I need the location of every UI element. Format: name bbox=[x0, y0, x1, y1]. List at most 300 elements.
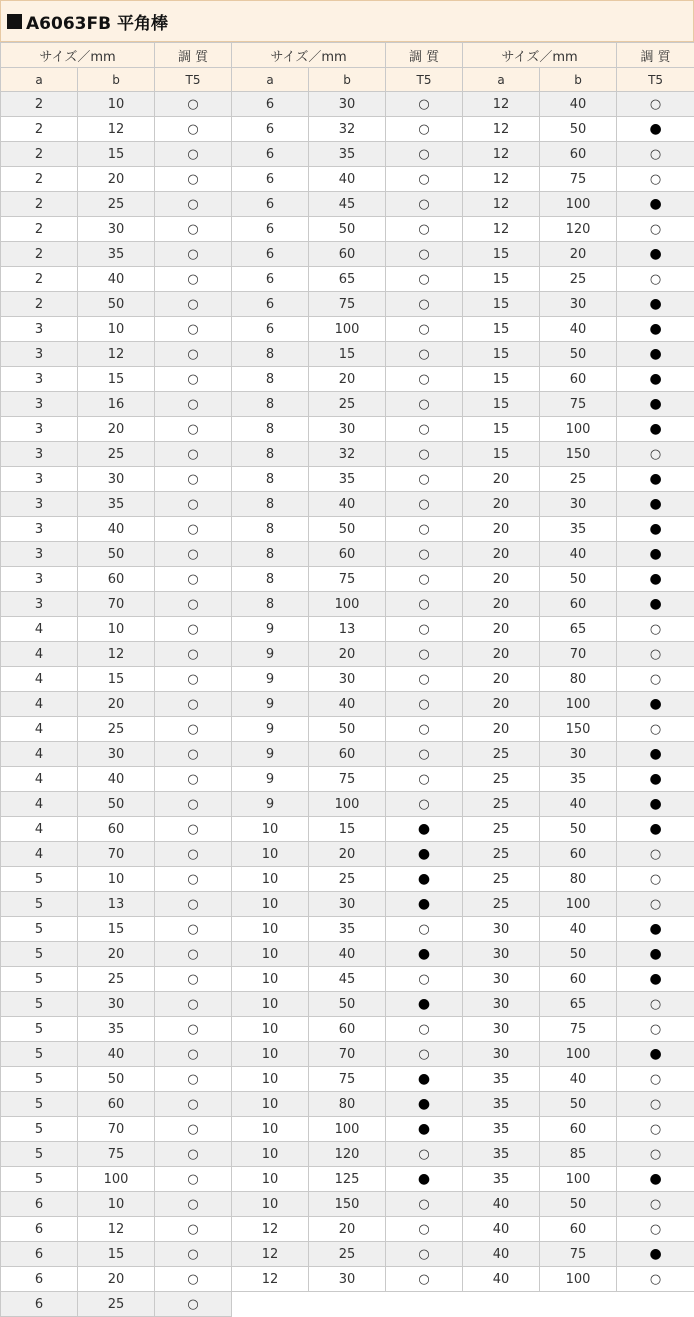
open-circle-icon: ○ bbox=[418, 446, 430, 462]
cell-t5 bbox=[155, 1192, 232, 1217]
cell-b: 40 bbox=[540, 542, 617, 567]
cell-a: 6 bbox=[1, 1192, 78, 1217]
cell-b: 40 bbox=[309, 167, 386, 192]
cell-a: 10 bbox=[232, 1042, 309, 1067]
cell-b: 50 bbox=[309, 992, 386, 1017]
cell-b: 80 bbox=[309, 1092, 386, 1117]
open-circle-icon: ○ bbox=[649, 221, 662, 237]
open-circle-icon: ○ bbox=[187, 1271, 199, 1287]
open-circle-icon: ○ bbox=[418, 196, 430, 212]
cell-t5 bbox=[155, 492, 232, 517]
cell-b: 100 bbox=[309, 317, 386, 342]
cell-t5 bbox=[617, 192, 694, 217]
table-row bbox=[1, 317, 694, 342]
open-circle-icon: ○ bbox=[187, 1046, 199, 1062]
cell-a: 5 bbox=[1, 1142, 78, 1167]
cell-b: 20 bbox=[78, 692, 155, 717]
cell-b: 30 bbox=[309, 417, 386, 442]
cell-b: 75 bbox=[309, 292, 386, 317]
cell-a: 2 bbox=[1, 192, 78, 217]
cell-b: 150 bbox=[309, 1192, 386, 1217]
filled-circle-icon: ● bbox=[649, 596, 662, 612]
cell-a: 10 bbox=[232, 967, 309, 992]
cell-a: 5 bbox=[1, 942, 78, 967]
cell-t5 bbox=[155, 642, 232, 667]
cell-t5 bbox=[617, 367, 694, 392]
cell-b: 10 bbox=[78, 317, 155, 342]
cell-t5 bbox=[155, 1117, 232, 1142]
cell-t5 bbox=[386, 192, 463, 217]
open-circle-icon: ○ bbox=[187, 121, 199, 137]
cell-b: 35 bbox=[309, 142, 386, 167]
filled-circle-icon: ● bbox=[649, 946, 662, 962]
cell-a: 15 bbox=[463, 267, 540, 292]
cell-b: 40 bbox=[309, 692, 386, 717]
cell-t5 bbox=[386, 142, 463, 167]
open-circle-icon: ○ bbox=[649, 271, 662, 287]
cell-a: 20 bbox=[463, 617, 540, 642]
cell-t5 bbox=[617, 492, 694, 517]
cell-b: 75 bbox=[309, 1067, 386, 1092]
open-circle-icon: ○ bbox=[418, 1146, 430, 1162]
cell-a: 8 bbox=[232, 392, 309, 417]
cell-t5 bbox=[617, 1217, 694, 1242]
cell-b: 10 bbox=[78, 1192, 155, 1217]
cell-b: 30 bbox=[309, 1267, 386, 1292]
cell-t5 bbox=[386, 892, 463, 917]
cell-b: 100 bbox=[540, 1267, 617, 1292]
filled-circle-icon: ● bbox=[649, 771, 662, 787]
cell-a: 6 bbox=[1, 1267, 78, 1292]
cell-a: 9 bbox=[232, 692, 309, 717]
cell-b: 50 bbox=[540, 817, 617, 842]
empty-cell bbox=[463, 1292, 540, 1317]
cell-a: 20 bbox=[463, 717, 540, 742]
cell-t5 bbox=[386, 667, 463, 692]
cell-a: 3 bbox=[1, 517, 78, 542]
cell-t5 bbox=[386, 1267, 463, 1292]
open-circle-icon: ○ bbox=[187, 946, 199, 962]
table-row bbox=[1, 267, 694, 292]
cell-t5 bbox=[386, 1242, 463, 1267]
cell-a: 10 bbox=[232, 1192, 309, 1217]
cell-b: 35 bbox=[540, 767, 617, 792]
open-circle-icon: ○ bbox=[187, 371, 199, 387]
cell-a: 6 bbox=[232, 317, 309, 342]
open-circle-icon: ○ bbox=[187, 471, 199, 487]
open-circle-icon: ○ bbox=[187, 1096, 199, 1112]
cell-b: 100 bbox=[78, 1167, 155, 1192]
open-circle-icon: ○ bbox=[187, 771, 199, 787]
cell-b: 80 bbox=[540, 667, 617, 692]
cell-t5 bbox=[155, 342, 232, 367]
open-circle-icon: ○ bbox=[418, 221, 430, 237]
group-header-temper-2: 調 質 bbox=[386, 43, 463, 68]
cell-a: 25 bbox=[463, 767, 540, 792]
cell-a: 2 bbox=[1, 217, 78, 242]
cell-b: 15 bbox=[309, 817, 386, 842]
cell-b: 15 bbox=[78, 917, 155, 942]
cell-a: 3 bbox=[1, 392, 78, 417]
table-row bbox=[1, 192, 694, 217]
cell-t5 bbox=[386, 117, 463, 142]
open-circle-icon: ○ bbox=[649, 721, 662, 737]
open-circle-icon: ○ bbox=[649, 1121, 662, 1137]
cell-a: 12 bbox=[463, 167, 540, 192]
cell-b: 100 bbox=[309, 792, 386, 817]
cell-b: 50 bbox=[78, 542, 155, 567]
cell-a: 15 bbox=[463, 317, 540, 342]
cell-b: 20 bbox=[78, 417, 155, 442]
cell-t5 bbox=[617, 692, 694, 717]
cell-t5 bbox=[617, 892, 694, 917]
cell-t5 bbox=[617, 217, 694, 242]
table-row bbox=[1, 1017, 694, 1042]
filled-circle-icon: ● bbox=[649, 371, 662, 387]
open-circle-icon: ○ bbox=[649, 146, 662, 162]
cell-b: 75 bbox=[309, 567, 386, 592]
col-header-b: b bbox=[540, 68, 617, 92]
open-circle-icon: ○ bbox=[187, 696, 199, 712]
cell-a: 4 bbox=[1, 817, 78, 842]
cell-a: 5 bbox=[1, 1042, 78, 1067]
cell-t5 bbox=[155, 692, 232, 717]
cell-t5 bbox=[155, 1242, 232, 1267]
cell-a: 6 bbox=[232, 192, 309, 217]
cell-b: 35 bbox=[78, 242, 155, 267]
cell-t5 bbox=[617, 417, 694, 442]
cell-a: 9 bbox=[232, 767, 309, 792]
cell-t5 bbox=[617, 92, 694, 117]
cell-t5 bbox=[617, 1167, 694, 1192]
cell-a: 3 bbox=[1, 467, 78, 492]
cell-b: 70 bbox=[540, 642, 617, 667]
open-circle-icon: ○ bbox=[187, 1121, 199, 1137]
cell-t5 bbox=[617, 242, 694, 267]
open-circle-icon: ○ bbox=[187, 646, 199, 662]
cell-a: 15 bbox=[463, 242, 540, 267]
cell-t5 bbox=[617, 342, 694, 367]
cell-t5 bbox=[617, 442, 694, 467]
cell-t5 bbox=[386, 767, 463, 792]
cell-b: 120 bbox=[309, 1142, 386, 1167]
cell-b: 30 bbox=[309, 92, 386, 117]
open-circle-icon: ○ bbox=[187, 346, 199, 362]
cell-a: 5 bbox=[1, 967, 78, 992]
filled-circle-icon: ● bbox=[649, 971, 662, 987]
cell-b: 13 bbox=[309, 617, 386, 642]
cell-a: 20 bbox=[463, 592, 540, 617]
cell-a: 30 bbox=[463, 1042, 540, 1067]
cell-a: 4 bbox=[1, 617, 78, 642]
cell-b: 12 bbox=[78, 342, 155, 367]
cell-b: 10 bbox=[78, 92, 155, 117]
cell-a: 35 bbox=[463, 1117, 540, 1142]
cell-b: 40 bbox=[540, 92, 617, 117]
cell-t5 bbox=[386, 742, 463, 767]
cell-t5 bbox=[155, 667, 232, 692]
open-circle-icon: ○ bbox=[418, 471, 430, 487]
cell-b: 25 bbox=[540, 467, 617, 492]
cell-t5 bbox=[386, 1017, 463, 1042]
open-circle-icon: ○ bbox=[187, 846, 199, 862]
cell-a: 15 bbox=[463, 342, 540, 367]
cell-a: 10 bbox=[232, 1117, 309, 1142]
cell-t5 bbox=[386, 592, 463, 617]
cell-t5 bbox=[617, 292, 694, 317]
open-circle-icon: ○ bbox=[187, 821, 199, 837]
open-circle-icon: ○ bbox=[418, 1046, 430, 1062]
cell-a: 3 bbox=[1, 567, 78, 592]
cell-a: 2 bbox=[1, 292, 78, 317]
cell-a: 10 bbox=[232, 1167, 309, 1192]
open-circle-icon: ○ bbox=[418, 496, 430, 512]
open-circle-icon: ○ bbox=[418, 621, 430, 637]
cell-a: 2 bbox=[1, 267, 78, 292]
cell-t5 bbox=[155, 167, 232, 192]
cell-t5 bbox=[386, 617, 463, 642]
cell-a: 2 bbox=[1, 117, 78, 142]
cell-a: 6 bbox=[232, 92, 309, 117]
open-circle-icon: ○ bbox=[649, 1146, 662, 1162]
table-row bbox=[1, 517, 694, 542]
col-header-b: b bbox=[309, 68, 386, 92]
cell-a: 10 bbox=[232, 1142, 309, 1167]
cell-b: 10 bbox=[78, 617, 155, 642]
filled-circle-icon: ● bbox=[417, 846, 431, 862]
col-header-t5: T5 bbox=[617, 68, 694, 92]
open-circle-icon: ○ bbox=[187, 171, 199, 187]
cell-t5 bbox=[617, 1192, 694, 1217]
cell-t5 bbox=[617, 967, 694, 992]
cell-a: 6 bbox=[232, 142, 309, 167]
cell-t5 bbox=[386, 442, 463, 467]
cell-b: 20 bbox=[78, 942, 155, 967]
filled-circle-icon: ● bbox=[417, 1121, 431, 1137]
open-circle-icon: ○ bbox=[649, 671, 662, 687]
table-row bbox=[1, 492, 694, 517]
cell-t5 bbox=[155, 817, 232, 842]
cell-b: 30 bbox=[78, 217, 155, 242]
cell-b: 30 bbox=[78, 467, 155, 492]
cell-b: 50 bbox=[540, 1192, 617, 1217]
open-circle-icon: ○ bbox=[418, 571, 430, 587]
header-group-row bbox=[1, 43, 694, 68]
cell-b: 65 bbox=[309, 267, 386, 292]
cell-t5 bbox=[617, 642, 694, 667]
cell-b: 60 bbox=[540, 367, 617, 392]
cell-t5 bbox=[617, 167, 694, 192]
cell-a: 5 bbox=[1, 892, 78, 917]
cell-b: 12 bbox=[78, 1217, 155, 1242]
table-row bbox=[1, 817, 694, 842]
cell-a: 3 bbox=[1, 492, 78, 517]
table-row bbox=[1, 1167, 694, 1192]
filled-circle-icon: ● bbox=[649, 1171, 662, 1187]
filled-circle-icon: ● bbox=[649, 1046, 662, 1062]
open-circle-icon: ○ bbox=[649, 621, 662, 637]
group-header-temper-1: 調 質 bbox=[155, 43, 232, 68]
cell-b: 13 bbox=[78, 892, 155, 917]
cell-a: 20 bbox=[463, 542, 540, 567]
cell-a: 20 bbox=[463, 467, 540, 492]
cell-a: 4 bbox=[1, 642, 78, 667]
cell-b: 45 bbox=[309, 967, 386, 992]
cell-t5 bbox=[155, 192, 232, 217]
open-circle-icon: ○ bbox=[418, 796, 430, 812]
cell-b: 100 bbox=[540, 692, 617, 717]
open-circle-icon: ○ bbox=[187, 571, 199, 587]
cell-a: 40 bbox=[463, 1242, 540, 1267]
table-row bbox=[1, 292, 694, 317]
cell-a: 6 bbox=[232, 167, 309, 192]
cell-a: 6 bbox=[232, 292, 309, 317]
cell-b: 20 bbox=[309, 1217, 386, 1242]
filled-circle-icon: ● bbox=[417, 996, 431, 1012]
cell-t5 bbox=[155, 942, 232, 967]
cell-b: 15 bbox=[78, 367, 155, 392]
open-circle-icon: ○ bbox=[418, 921, 430, 937]
cell-t5 bbox=[386, 392, 463, 417]
cell-a: 5 bbox=[1, 992, 78, 1017]
open-circle-icon: ○ bbox=[649, 896, 662, 912]
filled-circle-icon: ● bbox=[649, 746, 662, 762]
table-row bbox=[1, 1192, 694, 1217]
open-circle-icon: ○ bbox=[187, 421, 199, 437]
cell-b: 30 bbox=[540, 292, 617, 317]
cell-t5 bbox=[155, 517, 232, 542]
open-circle-icon: ○ bbox=[187, 1021, 199, 1037]
cell-t5 bbox=[155, 1042, 232, 1067]
open-circle-icon: ○ bbox=[187, 921, 199, 937]
cell-t5 bbox=[386, 792, 463, 817]
cell-t5 bbox=[386, 267, 463, 292]
cell-t5 bbox=[617, 317, 694, 342]
cell-a: 3 bbox=[1, 367, 78, 392]
cell-t5 bbox=[386, 567, 463, 592]
cell-b: 65 bbox=[540, 992, 617, 1017]
table-row bbox=[1, 642, 694, 667]
filled-circle-icon: ● bbox=[649, 346, 662, 362]
cell-t5 bbox=[155, 1167, 232, 1192]
cell-t5 bbox=[617, 917, 694, 942]
cell-t5 bbox=[386, 492, 463, 517]
cell-a: 8 bbox=[232, 542, 309, 567]
cell-b: 100 bbox=[540, 1042, 617, 1067]
cell-a: 9 bbox=[232, 617, 309, 642]
table-row bbox=[1, 617, 694, 642]
cell-b: 60 bbox=[540, 1117, 617, 1142]
cell-b: 32 bbox=[309, 442, 386, 467]
cell-a: 8 bbox=[232, 367, 309, 392]
cell-a: 10 bbox=[232, 892, 309, 917]
cell-t5 bbox=[386, 1042, 463, 1067]
cell-a: 15 bbox=[463, 367, 540, 392]
filled-circle-icon: ● bbox=[649, 796, 662, 812]
cell-t5 bbox=[386, 367, 463, 392]
cell-b: 20 bbox=[309, 842, 386, 867]
cell-a: 3 bbox=[1, 542, 78, 567]
cell-b: 40 bbox=[540, 917, 617, 942]
table-row bbox=[1, 117, 694, 142]
cell-t5 bbox=[155, 292, 232, 317]
cell-a: 3 bbox=[1, 342, 78, 367]
title-bar bbox=[0, 0, 694, 42]
open-circle-icon: ○ bbox=[649, 1196, 662, 1212]
filled-circle-icon: ● bbox=[649, 246, 662, 262]
cell-t5 bbox=[386, 842, 463, 867]
cell-b: 70 bbox=[78, 1117, 155, 1142]
cell-t5 bbox=[617, 667, 694, 692]
open-circle-icon: ○ bbox=[187, 221, 199, 237]
cell-a: 15 bbox=[463, 417, 540, 442]
cell-t5 bbox=[617, 267, 694, 292]
open-circle-icon: ○ bbox=[418, 1196, 430, 1212]
cell-a: 12 bbox=[463, 142, 540, 167]
cell-t5 bbox=[386, 92, 463, 117]
table-row bbox=[1, 542, 694, 567]
cell-t5 bbox=[155, 442, 232, 467]
open-circle-icon: ○ bbox=[649, 1096, 662, 1112]
open-circle-icon: ○ bbox=[187, 1146, 199, 1162]
cell-t5 bbox=[617, 567, 694, 592]
table-row bbox=[1, 1292, 694, 1317]
cell-b: 75 bbox=[540, 167, 617, 192]
cell-a: 2 bbox=[1, 142, 78, 167]
cell-b: 60 bbox=[540, 842, 617, 867]
cell-a: 20 bbox=[463, 692, 540, 717]
filled-circle-icon: ● bbox=[417, 821, 431, 837]
open-circle-icon: ○ bbox=[187, 521, 199, 537]
cell-a: 8 bbox=[232, 492, 309, 517]
cell-b: 75 bbox=[309, 767, 386, 792]
cell-b: 60 bbox=[540, 592, 617, 617]
cell-a: 15 bbox=[463, 292, 540, 317]
open-circle-icon: ○ bbox=[187, 496, 199, 512]
empty-cell bbox=[309, 1292, 386, 1317]
open-circle-icon: ○ bbox=[649, 646, 662, 662]
cell-b: 120 bbox=[540, 217, 617, 242]
cell-a: 8 bbox=[232, 417, 309, 442]
page-title: A6063FB 平角棒 bbox=[26, 13, 168, 34]
cell-t5 bbox=[155, 992, 232, 1017]
open-circle-icon: ○ bbox=[418, 696, 430, 712]
cell-b: 25 bbox=[309, 867, 386, 892]
cell-b: 60 bbox=[309, 242, 386, 267]
cell-t5 bbox=[155, 142, 232, 167]
cell-t5 bbox=[155, 417, 232, 442]
open-circle-icon: ○ bbox=[649, 446, 662, 462]
open-circle-icon: ○ bbox=[187, 146, 199, 162]
cell-t5 bbox=[386, 1067, 463, 1092]
cell-b: 60 bbox=[78, 567, 155, 592]
cell-t5 bbox=[155, 367, 232, 392]
cell-a: 20 bbox=[463, 492, 540, 517]
cell-t5 bbox=[155, 242, 232, 267]
open-circle-icon: ○ bbox=[418, 721, 430, 737]
filled-circle-icon: ● bbox=[649, 396, 662, 412]
table-row bbox=[1, 842, 694, 867]
cell-b: 45 bbox=[309, 192, 386, 217]
cell-t5 bbox=[155, 842, 232, 867]
cell-t5 bbox=[386, 1092, 463, 1117]
cell-t5 bbox=[155, 767, 232, 792]
cell-t5 bbox=[617, 392, 694, 417]
group-header-size-2: サイズ／mm bbox=[232, 43, 386, 68]
cell-a: 8 bbox=[232, 592, 309, 617]
col-header-a: a bbox=[463, 68, 540, 92]
cell-a: 6 bbox=[232, 242, 309, 267]
